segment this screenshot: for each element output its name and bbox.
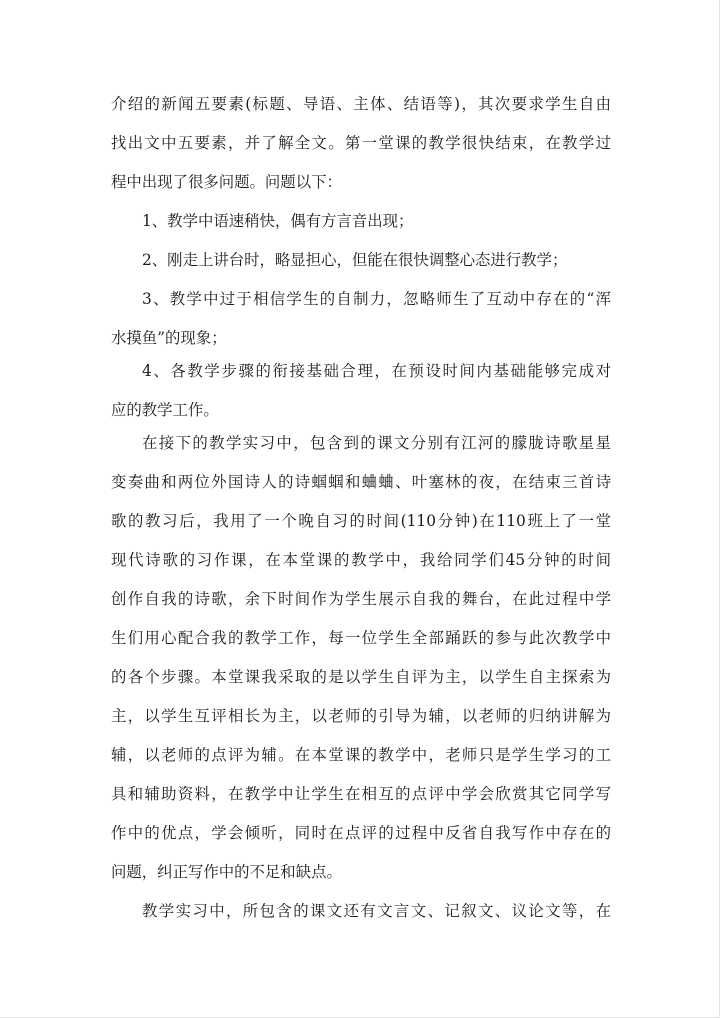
text-line: 创作自我的诗歌，余下时间作为学生展示自我的舞台，在此过程中学: [111, 590, 611, 608]
text-line: 水摸鱼”的现象；: [111, 329, 227, 347]
text-line: 程中出现了很多问题。问题以下：: [111, 173, 342, 191]
list-item: 2、刚走上讲台时，略显担心，但能在很快调整心态进行教学；: [142, 251, 568, 269]
text-line: 变奏曲和两位外国诗人的诗蝈蝈和蛐蛐、叶塞林的夜，在结束三首诗: [111, 473, 611, 491]
text-line: 的各个步骤。本堂课我采取的是以学生自评为主，以学生自主探索为: [111, 668, 611, 686]
paragraph-first-line: 在接下的教学实习中，包含到的课文分别有江河的朦胧诗歌星星: [142, 434, 611, 452]
text-line: 生们用心配合我的教学工作，每一位学生全部踊跃的参与此次教学中: [111, 629, 611, 647]
text-line: 问题，纠正写作中的不足和缺点。: [111, 863, 342, 881]
text-line: 作中的优点，学会倾听，同时在点评的过程中反省自我写作中存在的: [111, 824, 611, 842]
text-line: 应的教学工作。: [111, 401, 219, 419]
text-line: 现代诗歌的习作课，在本堂课的教学中，我给同学们45分钟的时间: [111, 551, 611, 569]
text-line: 歌的教习后，我用了一个晚自习的时间(110分钟)在110班上了一堂: [111, 512, 611, 530]
list-item: 3、教学中过于相信学生的自制力，忽略师生了互动中存在的“浑: [142, 290, 611, 308]
paragraph-first-line: 教学实习中，所包含的课文还有文言文、记叙文、议论文等，在: [142, 902, 611, 920]
text-line: 主，以学生互评相长为主，以老师的引导为辅，以老师的归纳讲解为: [111, 707, 611, 725]
text-line: 介绍的新闻五要素(标题、导语、主体、结语等)，其次要求学生自由: [111, 95, 611, 113]
text-line: 找出文中五要素，并了解全文。第一堂课的教学很快结束，在教学过: [111, 134, 611, 152]
text-line: 辅，以老师的点评为辅。在本堂课的教学中，老师只是学生学习的工: [111, 746, 611, 764]
text-line: 具和辅助资料，在教学中让学生在相互的点评中学会欣赏其它同学写: [111, 785, 611, 803]
list-item: 4、各教学步骤的衔接基础合理，在预设时间内基础能够完成对: [142, 362, 611, 380]
list-item: 1、教学中语速稍快，偶有方言音出现；: [142, 212, 414, 230]
